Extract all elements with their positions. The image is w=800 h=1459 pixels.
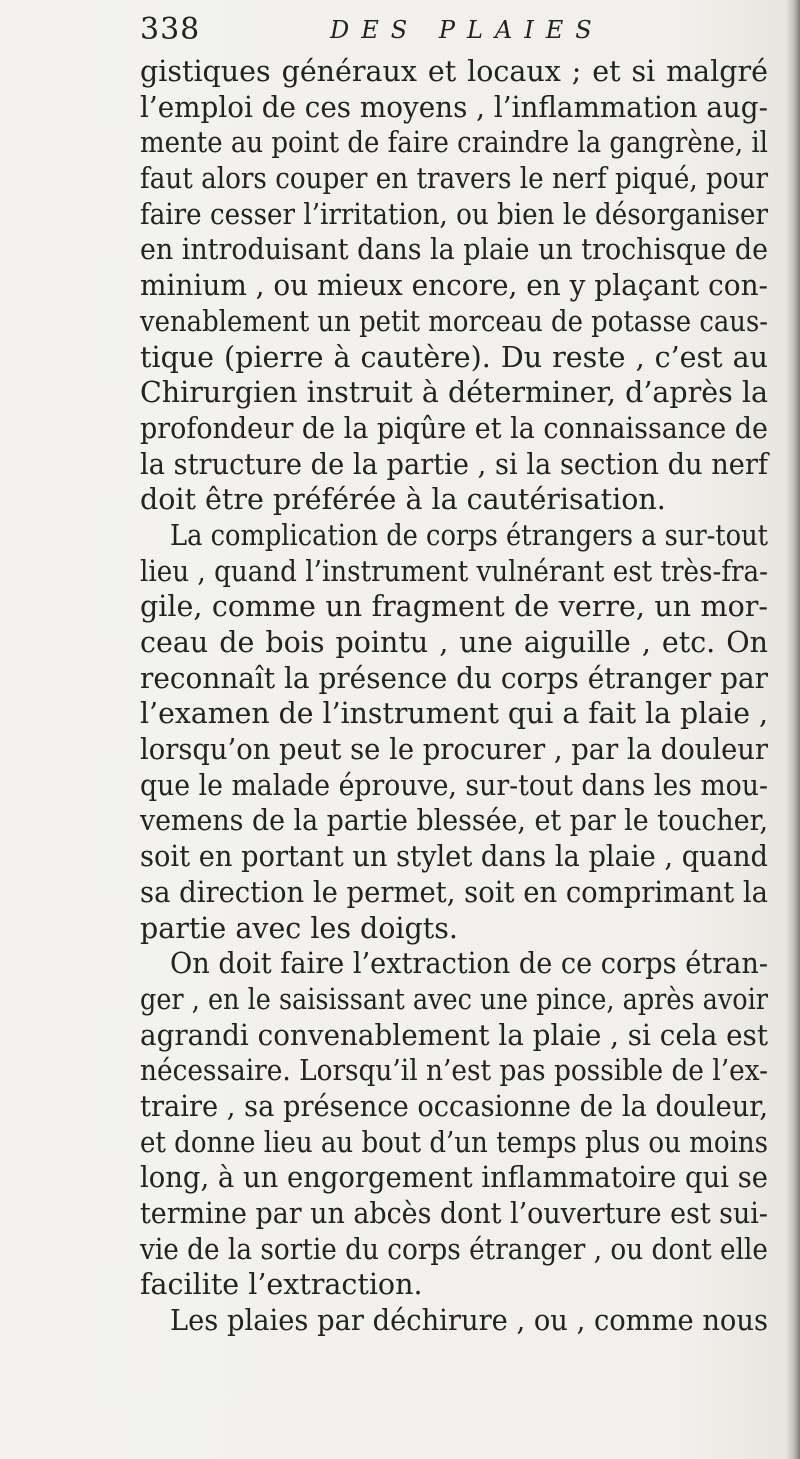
text-line: partie avec les doigts.: [140, 911, 458, 945]
text-line: l’emploi de ces moyens , l’inflammation aug-: [140, 90, 768, 124]
text-line: sa direction le permet, soit en comprimant la: [140, 875, 768, 909]
text-line: minium , ou mieux encore, en y plaçant con-: [140, 269, 768, 303]
page-number: 338: [140, 12, 201, 47]
text-line: nécessaire. Lorsqu’il n’est pas possible de l’ex-: [140, 1054, 768, 1088]
text-line: profondeur de la piqûre et la connaissance de: [140, 411, 768, 445]
text-line: On doit faire l’extraction de ce corps étran-: [170, 947, 768, 981]
text-line: agrandi convenablement la plaie , si cela est: [140, 1018, 768, 1052]
text-line: faire cesser l’irritation, ou bien le désorganiser: [140, 197, 768, 231]
text-line: mente au point de faire craindre la gangrène, il: [140, 126, 768, 160]
text-line: facilite l’extraction.: [140, 1268, 423, 1302]
text-line: soit en portant un stylet dans la plaie , quand: [140, 840, 768, 874]
text-line: ger , en le saisissant avec une pince, après avoir: [140, 982, 768, 1016]
text-line: doit être préférée à la cautérisation.: [140, 483, 666, 517]
text-line: Les plaies par déchirure , ou , comme nous: [170, 1304, 768, 1338]
text-line: lieu , quand l’instrument vulnérant est très-fra-: [140, 554, 768, 588]
running-title: DES PLAIES: [330, 16, 604, 44]
page-header: [140, 12, 780, 52]
text-line: et donne lieu au bout d’un temps plus ou moins: [140, 1125, 768, 1159]
text-line: Chirurgien instruit à déterminer, d’après la: [140, 376, 768, 410]
text-line: termine par un abcès dont l’ouverture est sui-: [140, 1197, 768, 1230]
text-line: l’examen de l’instrument qui a fait la plaie ,: [140, 697, 768, 731]
text-line: gistiques généraux et locaux ; et si malgré: [140, 55, 768, 88]
text-line: venablement un petit morceau de potasse caus-: [140, 304, 768, 338]
text-line: reconnaît la présence du corps étranger par: [140, 661, 768, 695]
text-line: ceau de bois pointu , une aiguille , etc. On: [140, 626, 768, 659]
text-line: traire , sa présence occasionne de la douleur,: [140, 1089, 768, 1123]
text-line: vemens de la partie blessée, et par le toucher,: [140, 804, 768, 838]
page-gutter-shadow: [786, 0, 800, 1459]
body-text: [140, 54, 768, 1339]
text-line: en introduisant dans la plaie un trochisque de: [140, 233, 768, 267]
text-line: tique (pierre à cautère). Du reste , c’est au: [140, 340, 768, 374]
text-line: que le malade éprouve, sur-tout dans les mou-: [140, 768, 768, 802]
text-line: La complication de corps étrangers a sur-tout: [170, 518, 768, 552]
text-line: gile, comme un fragment de verre, un mor-: [140, 590, 768, 624]
text-line: long, à un engorgement inflammatoire qui se: [140, 1161, 768, 1195]
text-line: vie de la sortie du corps étranger , ou dont elle: [140, 1232, 768, 1266]
text-line: la structure de la partie , si la section du nerf: [140, 447, 768, 481]
text-line: lorsqu’on peut se le procurer , par la douleur: [140, 733, 768, 767]
text-line: faut alors couper en travers le nerf piqué, pour: [140, 162, 768, 196]
